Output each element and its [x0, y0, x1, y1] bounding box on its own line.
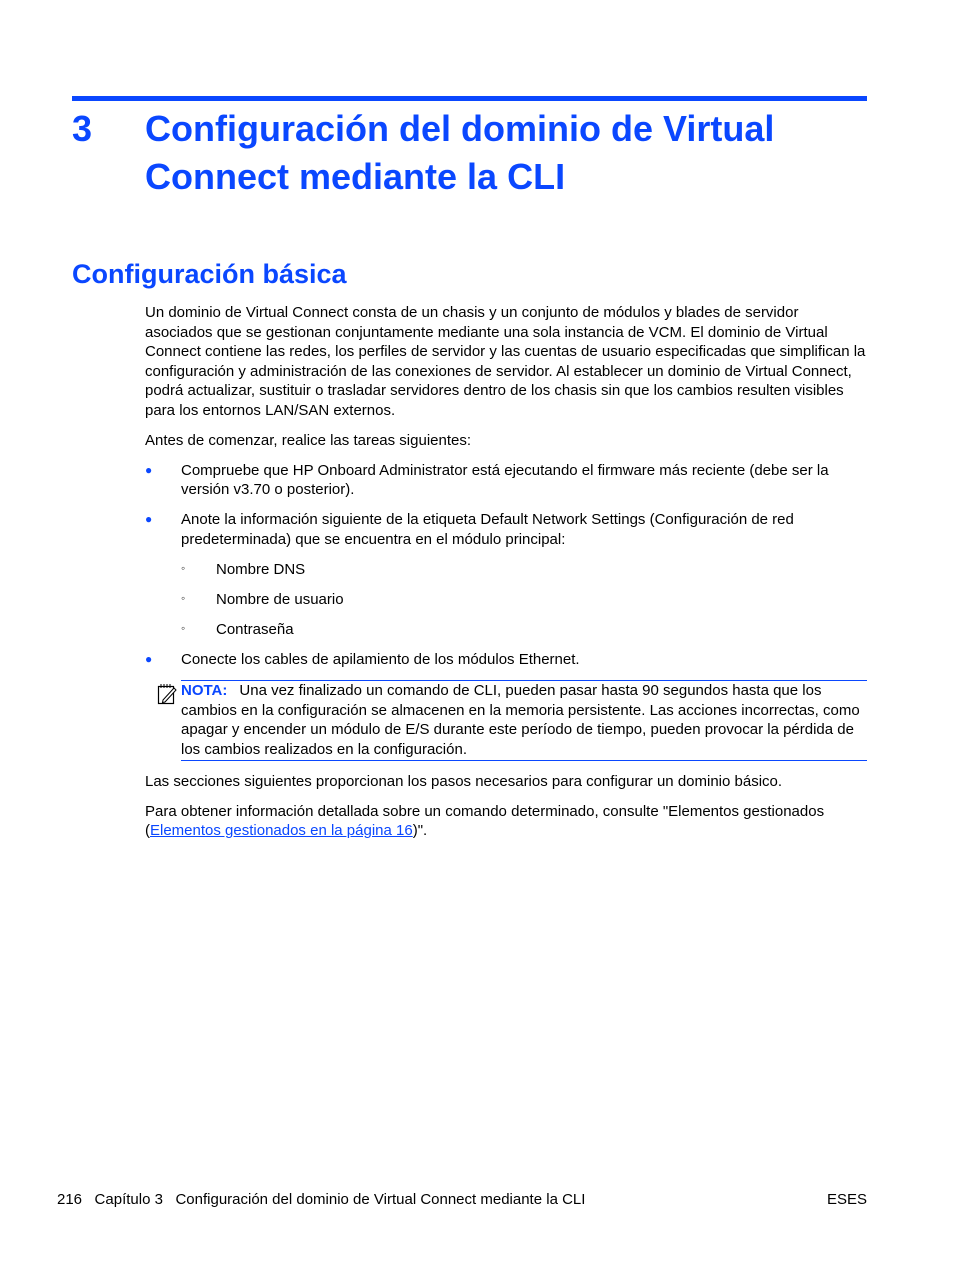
notepad-icon [157, 683, 177, 705]
sub-bullet-icon: ◦ [181, 590, 186, 605]
note-text: Una vez finalizado un comando de CLI, pueden pasar hasta 90 segundos hasta que los cambios en la configuración se almacenen en la memoria persistente. Las acciones incorrectas, como apagar y encender un módulo de E/S durante este período de tiempo, pueden provocar la pérdida de los cambios realizados en la configuración. [181, 682, 860, 758]
bullet-text: Compruebe que HP Onboard Administrator está ejecutando el firmware más reciente (debe ser la versión v3.70 o posterior). [181, 461, 829, 498]
bullet-icon: ● [145, 462, 153, 477]
detail-prefix: Para obtener información detallada sobre un comando determinado, consulte "Elementos gestionados ( [145, 802, 825, 839]
bullet-text: Anote la información siguiente de la etiqueta Default Network Settings (Configuración de red predeterminada) que se encuentra en el módulo principal: [181, 511, 794, 548]
list-item [145, 510, 867, 549]
sections-paragraph: Las secciones siguientes proporcionan los pasos necesarios para configurar un dominio básico. [145, 772, 783, 790]
sub-bullet-text: Contraseña [216, 620, 294, 638]
page-footer [57, 1191, 867, 1208]
note-label: NOTA: [181, 682, 228, 699]
footer-page-number: 216 [57, 1191, 83, 1208]
detail-suffix: )". [412, 822, 428, 839]
elementos-gestionados-link[interactable]: Elementos gestionados en la página 16 [150, 822, 413, 839]
sub-list [145, 560, 867, 640]
sub-list-item [145, 560, 867, 580]
list-item [145, 650, 867, 670]
footer-locale: ESES [826, 1191, 867, 1208]
bullet-icon: ● [145, 512, 153, 526]
chapter-number: 3 [72, 108, 93, 149]
sub-list-item [145, 620, 867, 640]
detail-paragraph [145, 802, 867, 841]
before-paragraph: Antes de comenzar, realice las tareas siguientes: [145, 431, 472, 449]
footer-chapter-label: Capítulo 3 [94, 1191, 163, 1208]
sub-bullet-text: Nombre de usuario [216, 590, 344, 608]
section-body [145, 303, 867, 841]
bullet-text: Conecte los cables de apilamiento de los módulos Ethernet. [181, 650, 580, 668]
note-box [181, 680, 867, 761]
sub-list-item [145, 590, 867, 610]
list-item [145, 461, 867, 500]
chapter-rule [72, 96, 867, 101]
chapter-title: Configuración del dominio de Virtual Connect mediante la CLI [145, 108, 775, 197]
bullet-icon: ● [145, 651, 153, 666]
section-title: Configuración básica [72, 259, 347, 289]
sub-bullet-icon: ◦ [181, 560, 186, 575]
sub-bullet-icon: ◦ [181, 620, 186, 635]
intro-paragraph: Un dominio de Virtual Connect consta de un chasis y un conjunto de módulos y blades de servidor asociados que se gestionan conjuntamente mediante una sola instancia de VCM. El dominio de Virtual Connect contiene las redes, los perfiles de servidor y las cuentas de usuario especificadas que simplifican la configuración y administración de las conexiones de servidor. Al establecer un dominio de Virtual Connect, podrá actualizar, sustituir o trasladar servidores dentro de los chasis sin que los cambios resulten visibles para los entornos LAN/SAN externos. [145, 304, 866, 419]
sub-bullet-text: Nombre DNS [216, 560, 306, 578]
footer-chapter-title: Configuración del dominio de Virtual Connect mediante la CLI [175, 1191, 586, 1208]
